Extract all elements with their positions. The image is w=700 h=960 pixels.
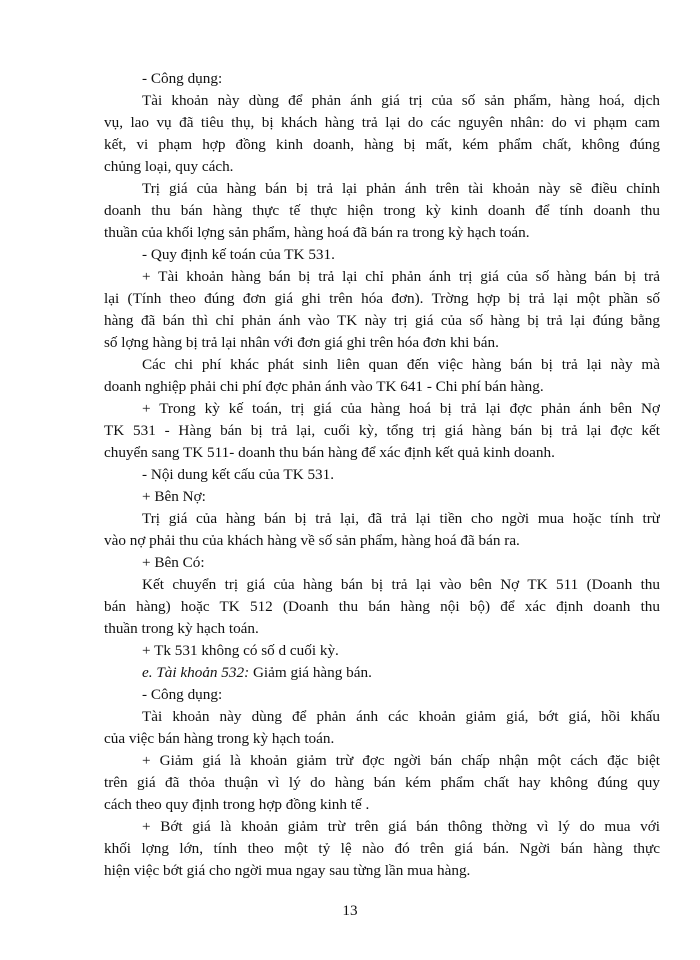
text-line [104,486,660,508]
line-text: vào nợ phải thu của khách hàng về số sản phẩm, hàng hoá đã bán ra. [104,532,520,549]
text-line [104,288,660,310]
text-line [104,640,660,662]
line-text: + Tài khoản hàng bán bị trả lại chỉ phản ánh trị giá của số hàng bán bị trả [142,268,660,285]
line-text: vụ, lao vụ đã tiêu thụ, bị khách hàng trả lại do các nguyên nhân: do vi phạm cam [104,114,660,131]
text-line [104,706,660,728]
section-heading-italic: e. Tài khoản 532: [142,664,250,681]
line-text: hiện việc bớt giá cho ngời mua ngay sau từng lần mua hàng. [104,862,471,879]
line-text: của việc bán hàng trong kỳ hạch toán. [104,730,335,747]
line-text: TK 531 - Hàng bán bị trả lại, cuối kỳ, tổng trị giá hàng bán bị trả lại đợc kết [104,422,660,439]
text-line [104,574,660,596]
text-line [104,178,660,200]
line-text: số lợng hàng bị trả lại nhân với đơn giá ghi trên hóa đơn khi bán. [104,334,499,351]
text-line [104,618,660,640]
text-line [104,112,660,134]
text-line [104,244,660,266]
line-text: chuyển sang TK 511- doanh thu bán hàng để xác định kết quả kinh doanh. [104,444,555,461]
line-text: doanh thu bán hàng thực tế thực hiện trong kỳ kinh doanh để tính doanh thu [104,202,660,219]
text-line [104,750,660,772]
line-text: Trị giá của hàng bán bị trả lại phản ánh trên tài khoản này sẽ điều chỉnh [142,180,660,197]
line-text: - Công dụng: [142,686,223,703]
text-line [104,794,660,816]
text-line [104,552,660,574]
text-line [104,222,660,244]
text-line [104,266,660,288]
text-line [104,442,660,464]
line-text: trên giá đã thỏa thuận vì lý do hàng bán kém phẩm chất hay không đúng quy [104,774,660,791]
text-line [104,420,660,442]
line-text: + Bớt giá là khoản giảm trừ trên giá bán thông thờng vì lý do mua với [142,818,660,835]
page-number: 13 [342,902,358,919]
text-line [104,508,660,530]
text-line [104,464,660,486]
text-line [104,816,660,838]
document-body [104,68,660,882]
line-text: thuần của khối lợng sản phẩm, hàng hoá đã bán ra trong kỳ hạch toán. [104,224,530,241]
text-line [104,684,660,706]
text-line [104,134,660,156]
line-text: - Quy định kế toán của TK 531. [142,246,335,263]
line-text: Trị giá của hàng bán bị trả lại, đã trả lại tiền cho ngời mua hoặc tính trừ [142,510,660,527]
text-line [104,332,660,354]
text-line [104,68,660,90]
line-text: hàng đã bán thì chỉ phản ánh vào TK này trị giá của số hàng bị trả lại đúng bằng [104,312,660,329]
line-text: thuần trong kỳ hạch toán. [104,620,259,637]
line-text: Tài khoản này dùng để phản ánh giá trị của số sản phẩm, hàng hoá, dịch [142,92,660,109]
line-text: chủng loại, quy cách. [104,158,234,175]
line-text: Kết chuyển trị giá của hàng bán bị trả lại vào bên Nợ TK 511 (Doanh thu [142,576,660,593]
line-text: bán hàng) hoặc TK 512 (Doanh thu bán hàng nội bộ) để xác định doanh thu [104,598,660,615]
line-text: + Trong kỳ kế toán, trị giá của hàng hoá bị trả lại đợc phản ánh bên Nợ [142,400,660,417]
line-text: doanh nghiệp phải chi phí đợc phản ánh vào TK 641 - Chi phí bán hàng. [104,378,544,395]
line-text: lại (Tính theo đúng đơn giá ghi trên hóa đơn). Trờng hợp bị trả lại một phần số [104,290,660,307]
text-line [104,354,660,376]
text-line [104,90,660,112]
text-line [104,398,660,420]
line-text: Giảm giá hàng bán. [249,664,372,681]
text-line [104,596,660,618]
line-text: - Công dụng: [142,70,223,87]
text-line [104,838,660,860]
text-line [104,310,660,332]
text-line [104,376,660,398]
text-line [104,200,660,222]
text-line [104,772,660,794]
text-line [104,728,660,750]
line-text: + Tk 531 không có số d cuối kỳ. [142,642,339,659]
line-text: + Bên Nợ: [142,488,206,505]
line-text: khối lợng lớn, tính theo một tỷ lệ nào đó trên giá bán. Ngời bán hàng thực [104,840,660,857]
line-text: + Giảm giá là khoản giảm trừ đợc ngời bán chấp nhận một cách đặc biệt [142,752,660,769]
line-text: Các chi phí khác phát sinh liên quan đến việc hàng bán bị trả lại này mà [142,356,660,373]
text-line [104,156,660,178]
line-text: cách theo quy định trong hợp đồng kinh tế . [104,796,370,813]
line-text: Tài khoản này dùng để phản ánh các khoản giảm giá, bớt giá, hồi khấu [142,708,660,725]
text-line [104,530,660,552]
line-text: - Nội dung kết cấu của TK 531. [142,466,335,483]
line-text: kết, vi phạm hợp đồng kinh doanh, hàng bị mất, kém phẩm chất, không đúng [104,136,660,153]
text-line [104,662,660,684]
text-line [104,860,660,882]
line-text: + Bên Có: [142,554,205,571]
